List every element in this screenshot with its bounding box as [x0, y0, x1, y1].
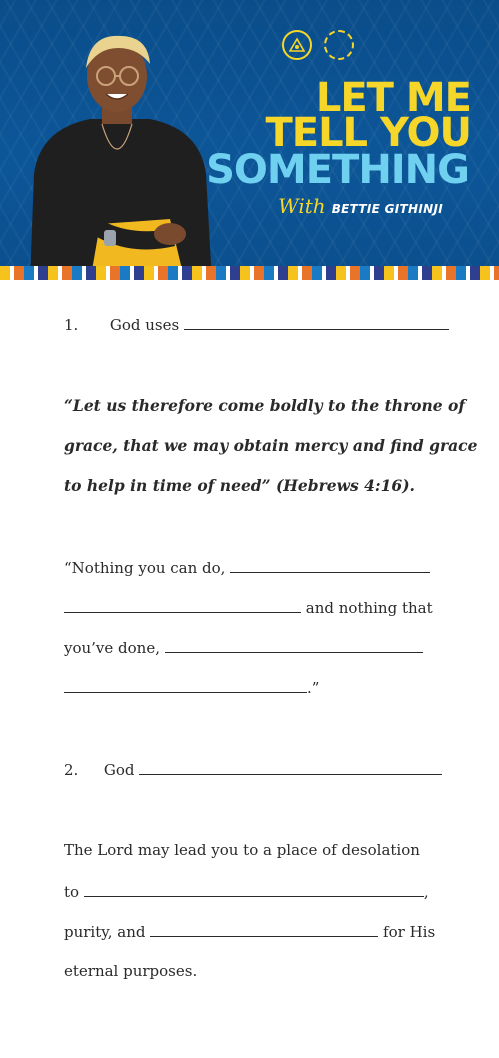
- item-1-blank[interactable]: [184, 315, 449, 330]
- item-1: [64, 315, 449, 334]
- header-banner: [0, 0, 499, 280]
- logo-group: [282, 30, 354, 60]
- item-2-text: God: [103, 761, 135, 779]
- nothing-blank-1[interactable]: [230, 558, 430, 573]
- nothing-text-3: you’ve done,: [64, 639, 160, 657]
- triangle-logo-icon: [282, 30, 312, 60]
- quote-line-3: to help in time of need” (Hebrews 4:16).: [64, 476, 415, 495]
- nothing-line-2: [64, 598, 433, 617]
- lord-text-3: purity, and: [64, 923, 146, 941]
- nothing-blank-2[interactable]: [64, 598, 301, 613]
- lord-line-1: The Lord may lead you to a place of desolation: [64, 841, 420, 859]
- item-1-text: God uses: [109, 316, 180, 334]
- nothing-text-1: “Nothing you can do,: [64, 559, 226, 577]
- lord-blank-1[interactable]: [84, 882, 424, 897]
- lord-line-3: [64, 922, 435, 941]
- item-2-blank[interactable]: [139, 760, 442, 775]
- lord-blank-2[interactable]: [150, 922, 378, 937]
- nothing-line-1: [64, 558, 430, 577]
- host-name: BETTIE GITHINJI: [331, 202, 443, 216]
- item-2-number: 2.: [64, 761, 79, 779]
- quote-line-1: “Let us therefore come boldly to the throne of: [64, 396, 466, 415]
- title-line-3: SOMETHING: [206, 147, 469, 193]
- burden-services-logo-icon: [324, 30, 354, 60]
- lord-text-2: to: [64, 883, 80, 901]
- with-label: With: [278, 194, 326, 218]
- host-credit: [278, 194, 443, 218]
- title-line-1: LET ME: [315, 75, 471, 121]
- nothing-text-2: and nothing that: [305, 599, 433, 617]
- nothing-blank-3[interactable]: [165, 638, 423, 653]
- lord-text-2-end: ,: [423, 883, 429, 901]
- quote-line-2: grace, that we may obtain mercy and find grace: [64, 436, 478, 455]
- item-1-number: 1.: [64, 316, 79, 334]
- lord-line-4: eternal purposes.: [64, 962, 198, 980]
- lord-line-2: [64, 882, 429, 901]
- lord-text-3-end: for His: [383, 923, 436, 941]
- nothing-text-4: .”: [307, 679, 320, 697]
- nothing-line-4: [64, 678, 319, 697]
- nothing-line-3: [64, 638, 423, 657]
- pattern-strip: [0, 266, 499, 280]
- nothing-blank-4[interactable]: [64, 678, 307, 693]
- item-2: [64, 760, 442, 779]
- host-photo: [20, 24, 220, 280]
- title-line-2: TELL YOU: [265, 110, 471, 156]
